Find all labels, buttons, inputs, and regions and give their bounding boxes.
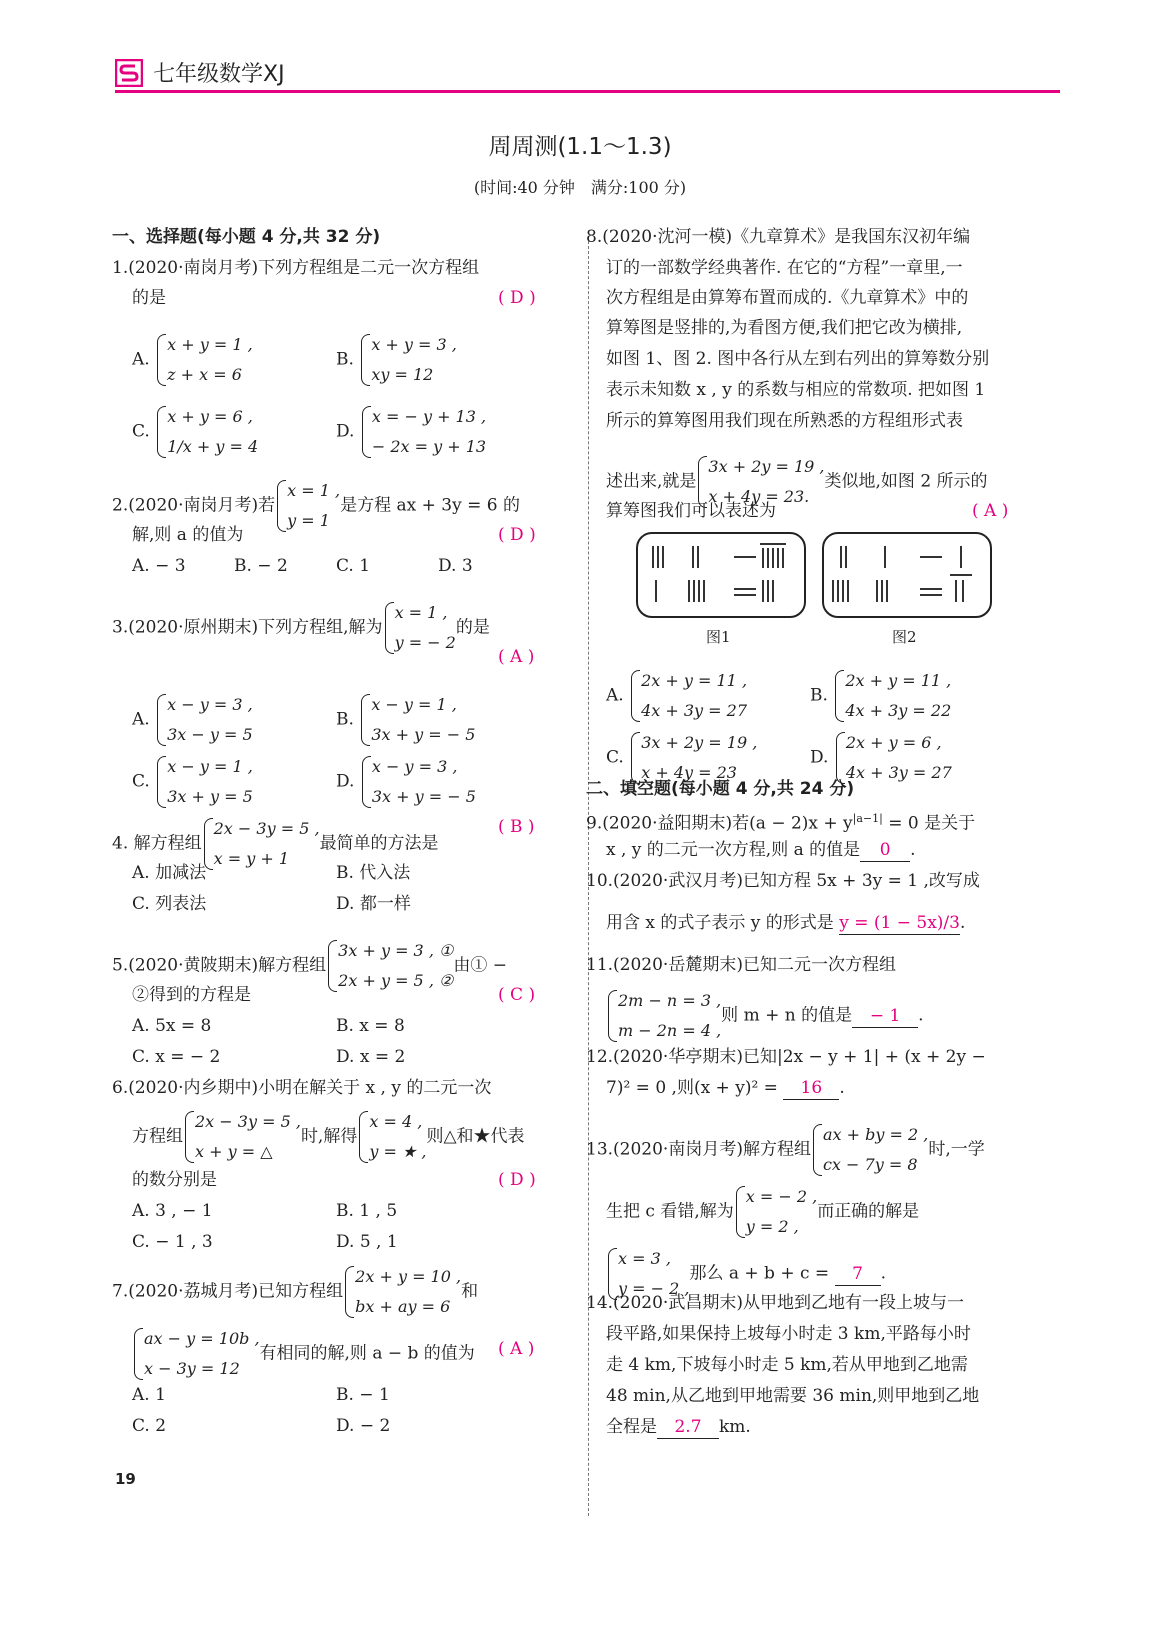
q14-answer: 2.7 [657, 1416, 719, 1439]
counting-rod-figure-1 [636, 532, 806, 618]
q4-option-c: C. 列表法 [132, 894, 207, 914]
q11-answer: − 1 [852, 1005, 918, 1028]
q8-line-5: 如图 1、图 2. 图中各行从左到右列出的算筹数分别 [606, 349, 990, 369]
page-number: 19 [115, 1470, 136, 1488]
q5-option-c: C. x = − 2 [132, 1047, 221, 1067]
counting-rod-figure-2 [822, 532, 992, 618]
q6-option-b: B. 1 , 5 [336, 1201, 398, 1221]
q4-option-a: A. 加减法 [132, 863, 207, 883]
q5-stem: 5.(2020·黄陂期末)解方程组 3x + y = 3 , ① 2x + y = 5 , ② 由① − [112, 936, 507, 996]
figure-1-caption: 图1 [706, 628, 731, 646]
q7-option-b: B. − 1 [336, 1385, 390, 1405]
q5-option-a: A. 5x = 8 [132, 1016, 212, 1036]
q2-option-b: B. − 2 [234, 556, 288, 576]
page-header [115, 55, 1060, 93]
q3-option-d: D. x − y = 3 , 3x + y = − 5 [336, 752, 476, 812]
q8-answer: ( A ) [972, 501, 1009, 521]
q11-line-1: 11.(2020·岳麓期末)已知二元一次方程组 [586, 955, 896, 975]
brand-logo-icon [115, 59, 143, 87]
q6-stem-3: 的数分别是 [132, 1170, 217, 1190]
q12-line-1: 12.(2020·华亭期末)已知|2x − y + 1| + (x + 2y − [586, 1047, 986, 1067]
q8-option-d: D. 2x + y = 6 , 4x + 3y = 27 [810, 728, 952, 788]
test-info: (时间:40 分钟 满分:100 分) [473, 178, 687, 197]
q14-line-4: 48 min,从乙地到甲地需要 36 min,则甲地到乙地 [606, 1386, 980, 1406]
q12-answer: 16 [783, 1077, 839, 1100]
figure-2-caption: 图2 [892, 628, 917, 646]
q2-option-c: C. 1 [336, 556, 371, 576]
q7-option-a: A. 1 [132, 1385, 166, 1405]
section-fill-title: 二、填空题(每小题 4 分,共 24 分) [586, 779, 855, 799]
q8-option-a: A. 2x + y = 11 , 4x + 3y = 27 [606, 666, 747, 726]
q2-option-d: D. 3 [438, 556, 473, 576]
q7-option-c: C. 2 [132, 1416, 167, 1436]
q1-option-d: D. x = − y + 13 , − 2x = y + 13 [336, 402, 486, 462]
q14-line-5: 全程是 2.7 km. [606, 1417, 751, 1437]
q7-option-d: D. − 2 [336, 1416, 391, 1436]
q2-stem: 2.(2020·南岗月考)若 x = 1 , y = 1 是方程 ax + 3y = 6 的 [112, 476, 520, 536]
q13-line-3: x = 3 , y = − 2 , 那么 a + b + c = 7 . [606, 1244, 886, 1304]
q9-answer: 0 [860, 839, 910, 862]
q6-answer: ( D ) [498, 1170, 536, 1190]
q7-answer: ( A ) [498, 1339, 535, 1359]
q10-answer: y = (1 − 5x)/3 [839, 913, 960, 933]
q8-line-9: 算筹图我们可以表述为 [606, 501, 776, 521]
q1-answer: ( D ) [498, 288, 536, 308]
q6-option-a: A. 3 , − 1 [132, 1201, 213, 1221]
page-title: 周周测(1.1～1.3) [488, 134, 672, 160]
q8-option-b: B. 2x + y = 11 , 4x + 3y = 22 [810, 666, 951, 726]
q1-option-c: C. x + y = 6 , 1/x + y = 4 [132, 402, 258, 462]
q5-stem-2: ②得到的方程是 [132, 985, 251, 1005]
q13-line-2: 生把 c 看错,解为 x = − 2 , y = 2 , 而正确的解是 [606, 1182, 919, 1242]
q4-answer: ( B ) [498, 817, 535, 837]
header-rule [115, 90, 1060, 93]
q12-line-2: 7)² = 0 ,则(x + y)² = 16 . [606, 1078, 845, 1098]
q8-option-c: C. 3x + 2y = 19 , x + 4y = 23 [606, 728, 757, 788]
q8-line-1: 8.(2020·沈河一模)《九章算术》是我国东汉初年编 [586, 227, 971, 247]
q4-option-d: D. 都一样 [336, 894, 411, 914]
q13-line-1: 13.(2020·南岗月考)解方程组 ax + by = 2 , cx − 7y = 8 时,一学 [586, 1120, 985, 1180]
q1-option-a: A. x + y = 1 , z + x = 6 [132, 330, 253, 390]
q5-option-b: B. x = 8 [336, 1016, 405, 1036]
q6-option-d: D. 5 , 1 [336, 1232, 398, 1252]
q1-option-b: B. x + y = 3 , xy = 12 [336, 330, 457, 390]
q7-stem-2: ax − y = 10b , x − 3y = 12 有相同的解,则 a − b 的值为 [132, 1324, 475, 1384]
q3-stem: 3.(2020·原州期末)下列方程组,解为 x = 1 , y = − 2 的是 [112, 598, 490, 658]
q5-option-d: D. x = 2 [336, 1047, 406, 1067]
q3-option-c: C. x − y = 1 , 3x + y = 5 [132, 752, 253, 812]
q11-line-2: 2m − n = 3 , m − 2n = 4 , 则 m + n 的值是 − 1 . [606, 986, 924, 1046]
q8-line-7: 所示的算筹图用我们现在所熟悉的方程组形式表 [606, 411, 963, 431]
q3-answer: ( A ) [498, 647, 535, 667]
q4-stem: 4. 解方程组 2x − 3y = 5 , x = y + 1 最简单的方法是 [112, 814, 439, 874]
q14-line-3: 走 4 km,下坡每小时走 5 km,若从甲地到乙地需 [606, 1355, 968, 1375]
q10-line-1: 10.(2020·武汉月考)已知方程 5x + 3y = 1 ,改写成 [586, 871, 980, 891]
q10-line-2: 用含 x 的式子表示 y 的形式是 y = (1 − 5x)/3. [606, 913, 966, 933]
q4-option-b: B. 代入法 [336, 863, 411, 883]
q1-stem: 1.(2020·南岗月考)下列方程组是二元一次方程组 [112, 258, 480, 278]
q6-option-c: C. − 1 , 3 [132, 1232, 213, 1252]
q3-option-a: A. x − y = 3 , 3x − y = 5 [132, 690, 253, 750]
q8-line-6: 表示未知数 x , y 的系数与相应的常数项. 把如图 1 [606, 380, 986, 400]
q2-option-a: A. − 3 [132, 556, 186, 576]
q7-stem: 7.(2020·荔城月考)已知方程组 2x + y = 10 , bx + ay = 6 和 [112, 1262, 478, 1322]
q14-line-2: 段平路,如果保持上坡每小时走 3 km,平路每小时 [606, 1324, 971, 1344]
q2-stem-2: 解,则 a 的值为 [132, 525, 244, 545]
q8-line-8: 述出来,就是 3x + 2y = 19 , x + 4y = 23. 类似地,如图 2 所示的 [606, 452, 988, 512]
q14-line-1: 14.(2020·武昌期末)从甲地到乙地有一段上坡与一 [586, 1293, 964, 1313]
q9-line-1: 9.(2020·益阳期末)若$(a - 2)x + y^{|a-1|} = 0$ 是关于 [586, 812, 976, 834]
q8-line-3: 次方程组是由算筹布置而成的.《九章算术》中的 [606, 288, 969, 308]
q3-option-b: B. x − y = 1 , 3x + y = − 5 [336, 690, 475, 750]
q6-stem-2: 方程组 2x − 3y = 5 , x + y = △ 时,解得 x = 4 , y = ★ , 则△和★代表 [132, 1107, 525, 1167]
book-title: 七年级数学XJ [153, 62, 285, 87]
q5-answer: ( C ) [498, 985, 536, 1005]
q8-line-2: 订的一部数学经典著作. 在它的“方程”一章里,一 [606, 258, 963, 278]
q8-line-4: 算筹图是竖排的,为看图方便,我们把它改为横排, [606, 318, 963, 338]
q2-answer: ( D ) [498, 525, 536, 545]
q1-stem-2: 的是 [132, 288, 166, 308]
q13-answer: 7 [835, 1263, 881, 1286]
q9-line-2: x , y 的二元一次方程,则 a 的值是 0 . [606, 840, 916, 860]
section-choice-title: 一、选择题(每小题 4 分,共 32 分) [112, 227, 381, 247]
q6-stem: 6.(2020·内乡期中)小明在解关于 x , y 的二元一次 [112, 1078, 492, 1098]
